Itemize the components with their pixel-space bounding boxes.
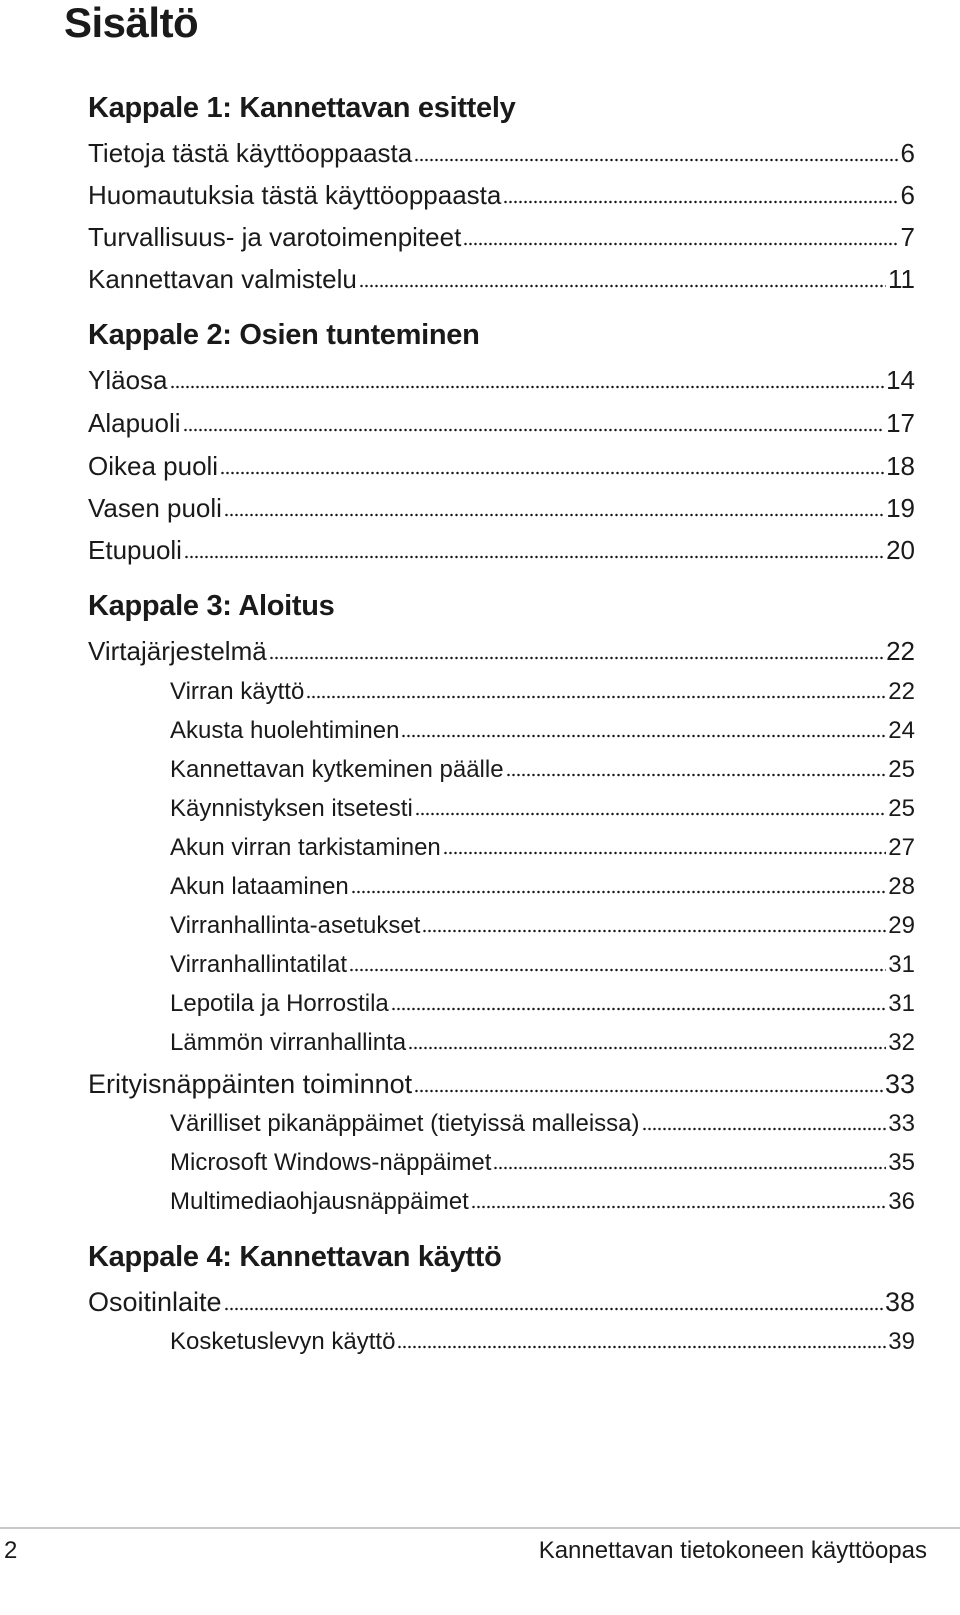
- toc-entry-page: 6: [900, 138, 915, 168]
- toc-entry-page: 31: [888, 990, 915, 1017]
- chapter-2-heading: Kappale 2: Osien tunteminen: [88, 319, 480, 351]
- toc-entry[interactable]: [88, 175, 915, 215]
- toc-subentry[interactable]: [170, 1024, 915, 1062]
- toc-entry-label: Kannettavan kytkeminen päälle: [170, 756, 504, 783]
- toc-entry-page: 28: [888, 873, 915, 900]
- toc-entry-page: 7: [900, 222, 915, 252]
- dot-leader: [401, 734, 886, 738]
- toc-entry-label: Lepotila ja Horrostila: [170, 990, 389, 1017]
- toc-entry-page: 33: [884, 1069, 915, 1099]
- toc-subentry[interactable]: [170, 1105, 915, 1143]
- toc-subentry[interactable]: [170, 1144, 915, 1182]
- toc-entry-label: Virtajärjestelmä: [88, 636, 267, 666]
- toc-subentry[interactable]: [170, 946, 915, 984]
- toc-entry[interactable]: [88, 488, 915, 528]
- toc-subentry[interactable]: [170, 1183, 915, 1221]
- toc-entry[interactable]: [88, 360, 915, 400]
- footer-page-number: 2: [4, 1537, 18, 1564]
- toc-subentry[interactable]: [170, 907, 915, 945]
- toc-entry-page: 36: [888, 1188, 915, 1215]
- toc-entry-label: Huomautuksia tästä käyttöoppaasta: [88, 180, 502, 210]
- toc-entry[interactable]: [88, 446, 915, 486]
- toc-entry-label: Turvallisuus- ja varotoimenpiteet: [88, 222, 462, 252]
- toc-entry[interactable]: [88, 133, 915, 173]
- dot-leader: [351, 890, 887, 894]
- toc-entry[interactable]: [88, 259, 915, 299]
- toc-entry-label: Kosketuslevyn käyttö: [170, 1328, 396, 1355]
- toc-entry-page: 22: [886, 636, 915, 666]
- dot-leader: [184, 555, 884, 559]
- toc-entry-label: Akusta huolehtiminen: [170, 717, 400, 744]
- toc-subentry[interactable]: [170, 790, 915, 828]
- toc-subentry[interactable]: [170, 673, 915, 711]
- dot-leader: [422, 929, 886, 933]
- toc-entry-label: Multimediaohjausnäppäimet: [170, 1188, 469, 1215]
- dot-leader: [224, 1307, 883, 1311]
- toc-entry[interactable]: [88, 217, 915, 257]
- toc-entry-page: 25: [888, 756, 915, 783]
- toc-entry-label: Virran käyttö: [170, 678, 305, 705]
- toc-entry-page: 35: [888, 1149, 915, 1176]
- toc-entry-label: Akun lataaminen: [170, 873, 349, 900]
- page-title: Sisältö: [64, 0, 199, 46]
- toc-entry-page: 22: [888, 678, 915, 705]
- toc-entry-page: 33: [888, 1110, 915, 1137]
- dot-leader: [414, 158, 898, 162]
- toc-entry-page: 19: [886, 493, 915, 523]
- toc-entry-label: Lämmön virranhallinta: [170, 1029, 407, 1056]
- toc-entry-label: Oikea puoli: [88, 451, 219, 481]
- toc-entry-label: Virranhallinta-asetukset: [170, 912, 421, 939]
- dot-leader: [359, 284, 886, 288]
- dot-leader: [414, 1089, 883, 1093]
- dot-leader: [269, 656, 884, 660]
- dot-leader: [503, 200, 898, 204]
- toc-entry-page: 17: [886, 408, 915, 438]
- toc-entry[interactable]: [88, 1282, 915, 1322]
- toc-entry-page: 11: [888, 264, 915, 294]
- toc-subentry[interactable]: [170, 1323, 915, 1361]
- dot-leader: [493, 1166, 886, 1170]
- toc-entry-label: Alapuoli: [88, 408, 181, 438]
- toc-entry-page: 29: [888, 912, 915, 939]
- footer-manual-title: Kannettavan tietokoneen käyttöopas: [538, 1537, 927, 1564]
- dot-leader: [471, 1205, 886, 1209]
- toc-subentry[interactable]: [170, 712, 915, 750]
- toc-entry-label: Akun virran tarkistaminen: [170, 834, 441, 861]
- toc-entry-label: Vasen puoli: [88, 493, 222, 523]
- dot-leader: [306, 695, 886, 699]
- dot-leader: [506, 773, 887, 777]
- dot-leader: [443, 851, 887, 855]
- toc-entry[interactable]: [88, 403, 915, 443]
- toc-entry-page: 14: [886, 365, 915, 395]
- toc-entry[interactable]: [88, 631, 915, 671]
- dot-leader: [391, 1007, 887, 1011]
- dot-leader: [170, 385, 885, 389]
- toc-subentry[interactable]: [170, 829, 915, 867]
- toc-entry-page: 27: [888, 834, 915, 861]
- toc-entry-page: 20: [886, 535, 915, 565]
- toc-entry-label: Virranhallintatilat: [170, 951, 347, 978]
- toc-entry-label: Kannettavan valmistelu: [88, 264, 357, 294]
- toc-entry-label: Käynnistyksen itsetesti: [170, 795, 413, 822]
- chapter-1-heading: Kappale 1: Kannettavan esittely: [88, 92, 516, 124]
- toc-entry-label: Värilliset pikanäppäimet (tietyissä malleissa): [170, 1110, 640, 1137]
- toc-entry[interactable]: [88, 530, 915, 570]
- dot-leader: [224, 513, 884, 517]
- toc-subentry[interactable]: [170, 985, 915, 1023]
- toc-entry-page: 31: [888, 951, 915, 978]
- dot-leader: [463, 242, 898, 246]
- toc-entry-label: Yläosa: [88, 365, 168, 395]
- toc-entry-page: 38: [884, 1287, 915, 1317]
- dot-leader: [408, 1046, 886, 1050]
- dot-leader: [397, 1345, 886, 1349]
- toc-entry-label: Microsoft Windows-näppäimet: [170, 1149, 492, 1176]
- chapter-4-heading: Kappale 4: Kannettavan käyttö: [88, 1241, 502, 1273]
- toc-entry-label: Etupuoli: [88, 535, 182, 565]
- toc-entry-page: 32: [888, 1029, 915, 1056]
- toc-entry-page: 39: [888, 1328, 915, 1355]
- toc-subentry[interactable]: [170, 751, 915, 789]
- toc-entry-page: 25: [888, 795, 915, 822]
- toc-entry-page: 24: [888, 717, 915, 744]
- dot-leader: [220, 471, 884, 475]
- toc-entry-label: Erityisnäppäinten toiminnot: [88, 1069, 413, 1099]
- dot-leader: [183, 428, 885, 432]
- toc-entry[interactable]: [88, 1064, 915, 1104]
- dot-leader: [349, 968, 886, 972]
- chapter-3-heading: Kappale 3: Aloitus: [88, 590, 335, 622]
- dot-leader: [642, 1127, 887, 1131]
- toc-entry-page: 18: [886, 451, 915, 481]
- footer-divider: [0, 1527, 960, 1529]
- toc-entry-label: Tietoja tästä käyttöoppaasta: [88, 138, 413, 168]
- toc-entry-label: Osoitinlaite: [88, 1287, 222, 1317]
- toc-subentry[interactable]: [170, 868, 915, 906]
- toc-entry-page: 6: [900, 180, 915, 210]
- dot-leader: [415, 812, 887, 816]
